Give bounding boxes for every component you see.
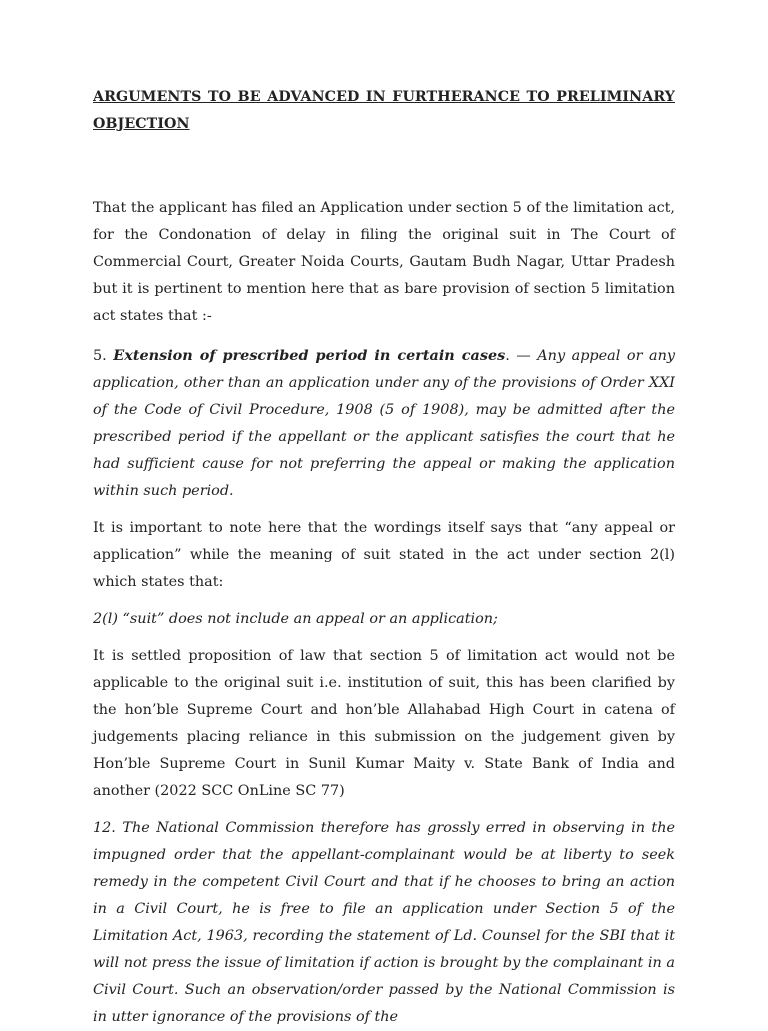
paragraph-application: That the applicant has filed an Application under section 5 of the limitation act, for the Condonation of delay in filing the original suit in The Court of Commercial Court, Greater Noida Courts, Gautam Budh Nagar, Uttar Pradesh but it is pertinent to mention here that as bare provision of section 5 limitation act states that :- xyxy=(93,200,675,324)
section-5-quote xyxy=(93,342,675,505)
paragraph-settled-law: It is settled proposition of law that section 5 of limitation act would not be applicable to the original suit i.e. institution of suit, this has been clarified by the hon’ble Supreme Court and hon’ble Allahabad High Court in catena of judgements placing reliance in this submission on the judgement given by Hon’ble Supreme Court in Sunil Kumar Maity v. State Bank of India and another (2022 SCC OnLine SC 77) xyxy=(93,648,675,799)
section-5-heading: Extension of prescribed period in certain cases xyxy=(113,347,506,364)
document-heading: ARGUMENTS TO BE ADVANCED IN FURTHERANCE TO PRELIMINARY OBJECTION xyxy=(93,89,675,132)
section-5-dot: . xyxy=(505,348,510,364)
section-5-number: 5. xyxy=(93,348,114,364)
judgement-quote-12: 12. The National Commission therefore has grossly erred in observing in the impugned order that the appellant-complainant would be at liberty to seek remedy in the competent Civil Court and that if he chooses to bring an action in a Civil Court, he is free to file an application under Section 5 of the Limitation Act, 1963, recording the statement of Ld. Counsel for the SBI that it will not press the issue of limitation if action is brought by the complainant in a Civil Court. Such an observation/order passed by the National Commission is in utter ignorance of the provisions of the xyxy=(93,820,675,1025)
section-5-body: — Any appeal or any application, other than an application under any of the provisions of Order XXI of the Code of Civil Procedure, 1908 (5 of 1908), may be admitted after the prescribed period if the appellant or the applicant satisfies the court that he had sufficient cause for not preferring the appeal or making the application within such period. xyxy=(93,348,675,499)
paragraph-wordings: It is important to note here that the wordings itself says that “any appeal or application” while the meaning of suit stated in the act under section 2(l) which states that: xyxy=(93,520,675,590)
suit-definition: 2(l) “suit” does not include an appeal or an application; xyxy=(93,611,498,627)
